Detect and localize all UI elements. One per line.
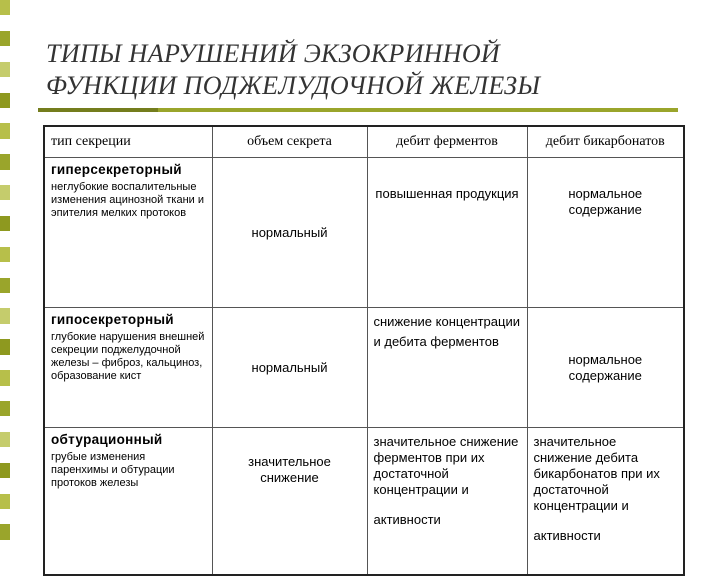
title-underline [38,108,678,112]
type-name: обтурационный [51,432,163,447]
bicarbonates-text-tail: активности [533,528,601,543]
type-name: гиперсекреторный [51,162,182,177]
type-cell [44,428,212,576]
type-cell [44,158,212,308]
table-row [44,158,684,308]
table-row [44,308,684,428]
volume-cell: нормальный [212,158,367,308]
type-description: грубые изменения паренхимы и обтурации протоков железы [51,451,175,489]
enzymes-text-tail: активности [373,512,441,527]
secretion-types-table [43,125,685,576]
volume-cell: нормальный [212,308,367,428]
type-description: неглубокие воспалительные изменения ацинозной ткани и эпителия мелких протоков [51,181,204,219]
slide-title-line-1: ТИПЫ НАРУШЕНИЙ ЭКЗОКРИННОЙ [46,39,500,68]
decorative-sidebar-stripe [0,0,10,540]
volume-cell: значительное снижение [212,428,367,576]
slide-title-line-2: ФУНКЦИИ ПОДЖЕЛУДОЧНОЙ ЖЕЛЕЗЫ [46,71,541,100]
enzymes-text: значительное снижение ферментов при их достаточной концентрации и [373,434,519,497]
bicarbonates-cell: нормальное содержание [527,308,684,428]
bicarbonates-text: значительное снижение дебита бикарбонатов при их достаточной концентрации и [533,434,660,513]
header-enzyme-output: дебит ферментов [367,126,527,158]
type-cell [44,308,212,428]
enzymes-cell: повышенная продукция [367,158,527,308]
header-bicarbonate-output: дебит бикарбонатов [527,126,684,158]
header-secretion-volume: объем секрета [212,126,367,158]
table-header-row [44,126,684,158]
slide-title [46,38,686,102]
enzymes-cell: снижение концентрации и дебита ферментов [367,308,527,428]
enzymes-cell [367,428,527,576]
type-description: глубокие нарушения внешней секреции поджелудочной железы – фиброз, кальциноз, образование кист [51,331,205,382]
header-secretion-type: тип секреции [44,126,212,158]
type-name: гипосекреторный [51,312,174,327]
table-row [44,428,684,576]
bicarbonates-cell: нормальное содержание [527,158,684,308]
bicarbonates-cell [527,428,684,576]
